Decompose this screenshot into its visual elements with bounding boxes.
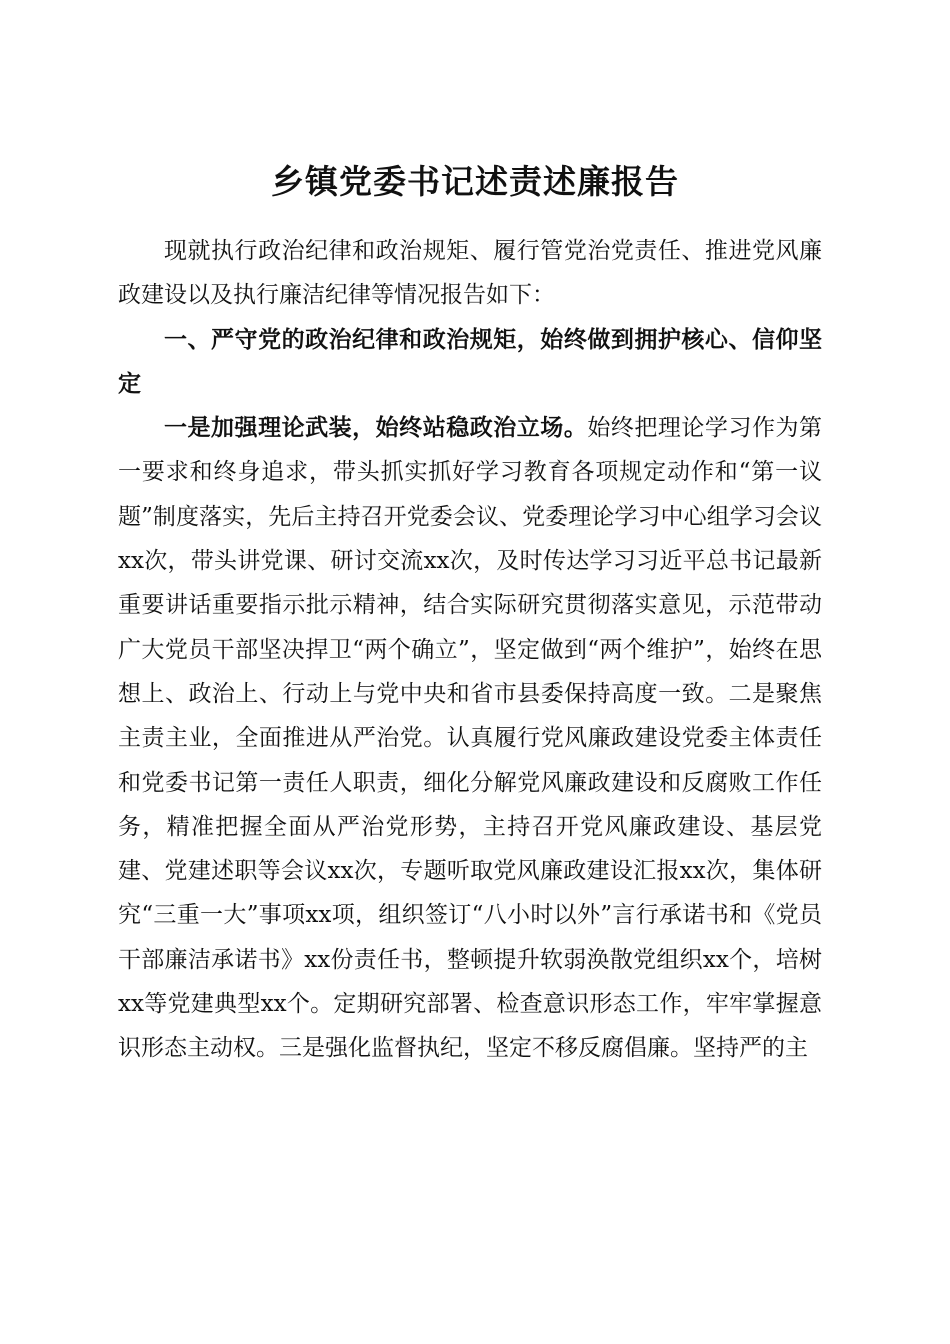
section-1-paragraph <box>118 406 822 1070</box>
paragraph-body-text: 始终把理论学习作为第一要求和终身追求，带头抓实抓好学习教育各项规定动作和“第一议题”制度落实，先后主持召开党委会议、党委理论学习中心组学习会议xx次，带头讲党课、研讨交流xx次，及时传达学习习近平总书记最新重要讲话重要指示批示精神，结合实际研究贯彻落实意见，示范带动广大党员干部坚决捍卫“两个确立”，坚定做到“两个维护”，始终在思想上、政治上、行动上与党中央和省市县委保持高度一致。二是聚焦主责主业，全面推进从严治党。认真履行党风廉政建设党委主体责任和党委书记第一责任人职责，细化分解党风廉政建设和反腐败工作任务，精准把握全面从严治党形势，主持召开党风廉政建设、基层党建、党建述职等会议xx次，专题听取党风廉政建设汇报xx次，集体研究“三重一大”事项xx项，组织签订“八小时以外”言行承诺书和《党员干部廉洁承诺书》xx份责任书，整顿提升软弱涣散党组织xx个，培树xx等党建典型xx个。定期研究部署、检查意识形态工作，牢牢掌握意识形态主动权。三是强化监督执纪，坚定不移反腐倡廉。坚持严的主 <box>118 415 823 1062</box>
intro-paragraph: 现就执行政治纪律和政治规矩、履行管党治党责任、推进党风廉政建设以及执行廉洁纪律等情况报告如下： <box>118 238 822 309</box>
section-heading-1: 一、严守党的政治纪律和政治规矩，始终做到拥护核心、信仰坚定 <box>118 326 822 397</box>
paragraph-lead-text: 一是加强理论武装，始终站稳政治立场。 <box>164 414 588 442</box>
document-body <box>118 229 822 1071</box>
document-title: 乡镇党委书记述责述廉报告 <box>271 162 679 202</box>
